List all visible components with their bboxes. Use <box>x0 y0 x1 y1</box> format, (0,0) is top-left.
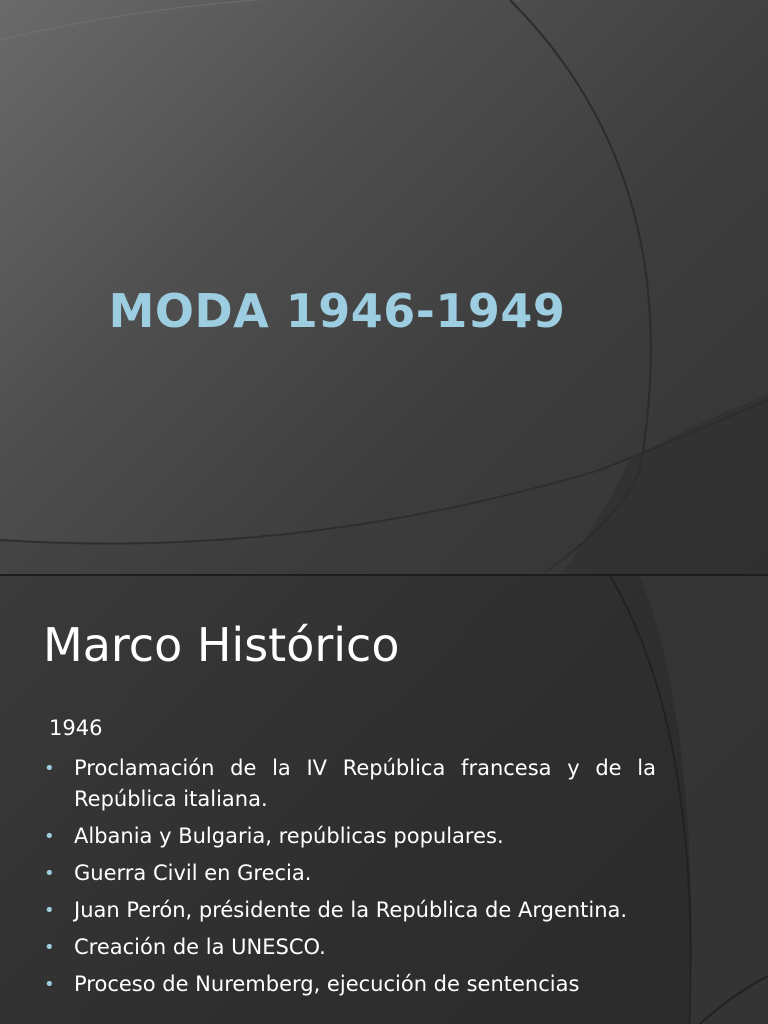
list-item <box>0 821 656 852</box>
list-item-text: Guerra Civil en Grecia. <box>74 861 312 885</box>
list-item <box>0 858 656 889</box>
section-heading: Marco Histórico <box>43 618 400 672</box>
bullet-list <box>0 753 768 1006</box>
list-item <box>0 969 656 1000</box>
list-item-text: Albania y Bulgaria, repúblicas populares. <box>74 824 504 848</box>
bullet-icon: • <box>44 863 55 884</box>
list-item <box>0 895 656 926</box>
bullet-icon: • <box>44 900 55 921</box>
year-label: 1946 <box>49 716 103 740</box>
bullet-icon: • <box>44 974 55 995</box>
slide-title: MODA 1946-1949 <box>108 284 566 338</box>
list-item <box>0 753 656 815</box>
bullet-icon: • <box>44 937 55 958</box>
list-item <box>0 932 656 963</box>
bullet-icon: • <box>44 826 55 847</box>
bullet-icon: • <box>44 758 55 779</box>
list-item-text: Proclamación de la IV República francesa y de la República italiana. <box>74 756 656 811</box>
list-item-text: Creación de la UNESCO. <box>74 935 326 959</box>
list-item-text: Juan Perón, présidente de la República de Argentina. <box>74 898 628 922</box>
list-item-text: Proceso de Nuremberg, ejecución de sentencias <box>74 972 580 996</box>
